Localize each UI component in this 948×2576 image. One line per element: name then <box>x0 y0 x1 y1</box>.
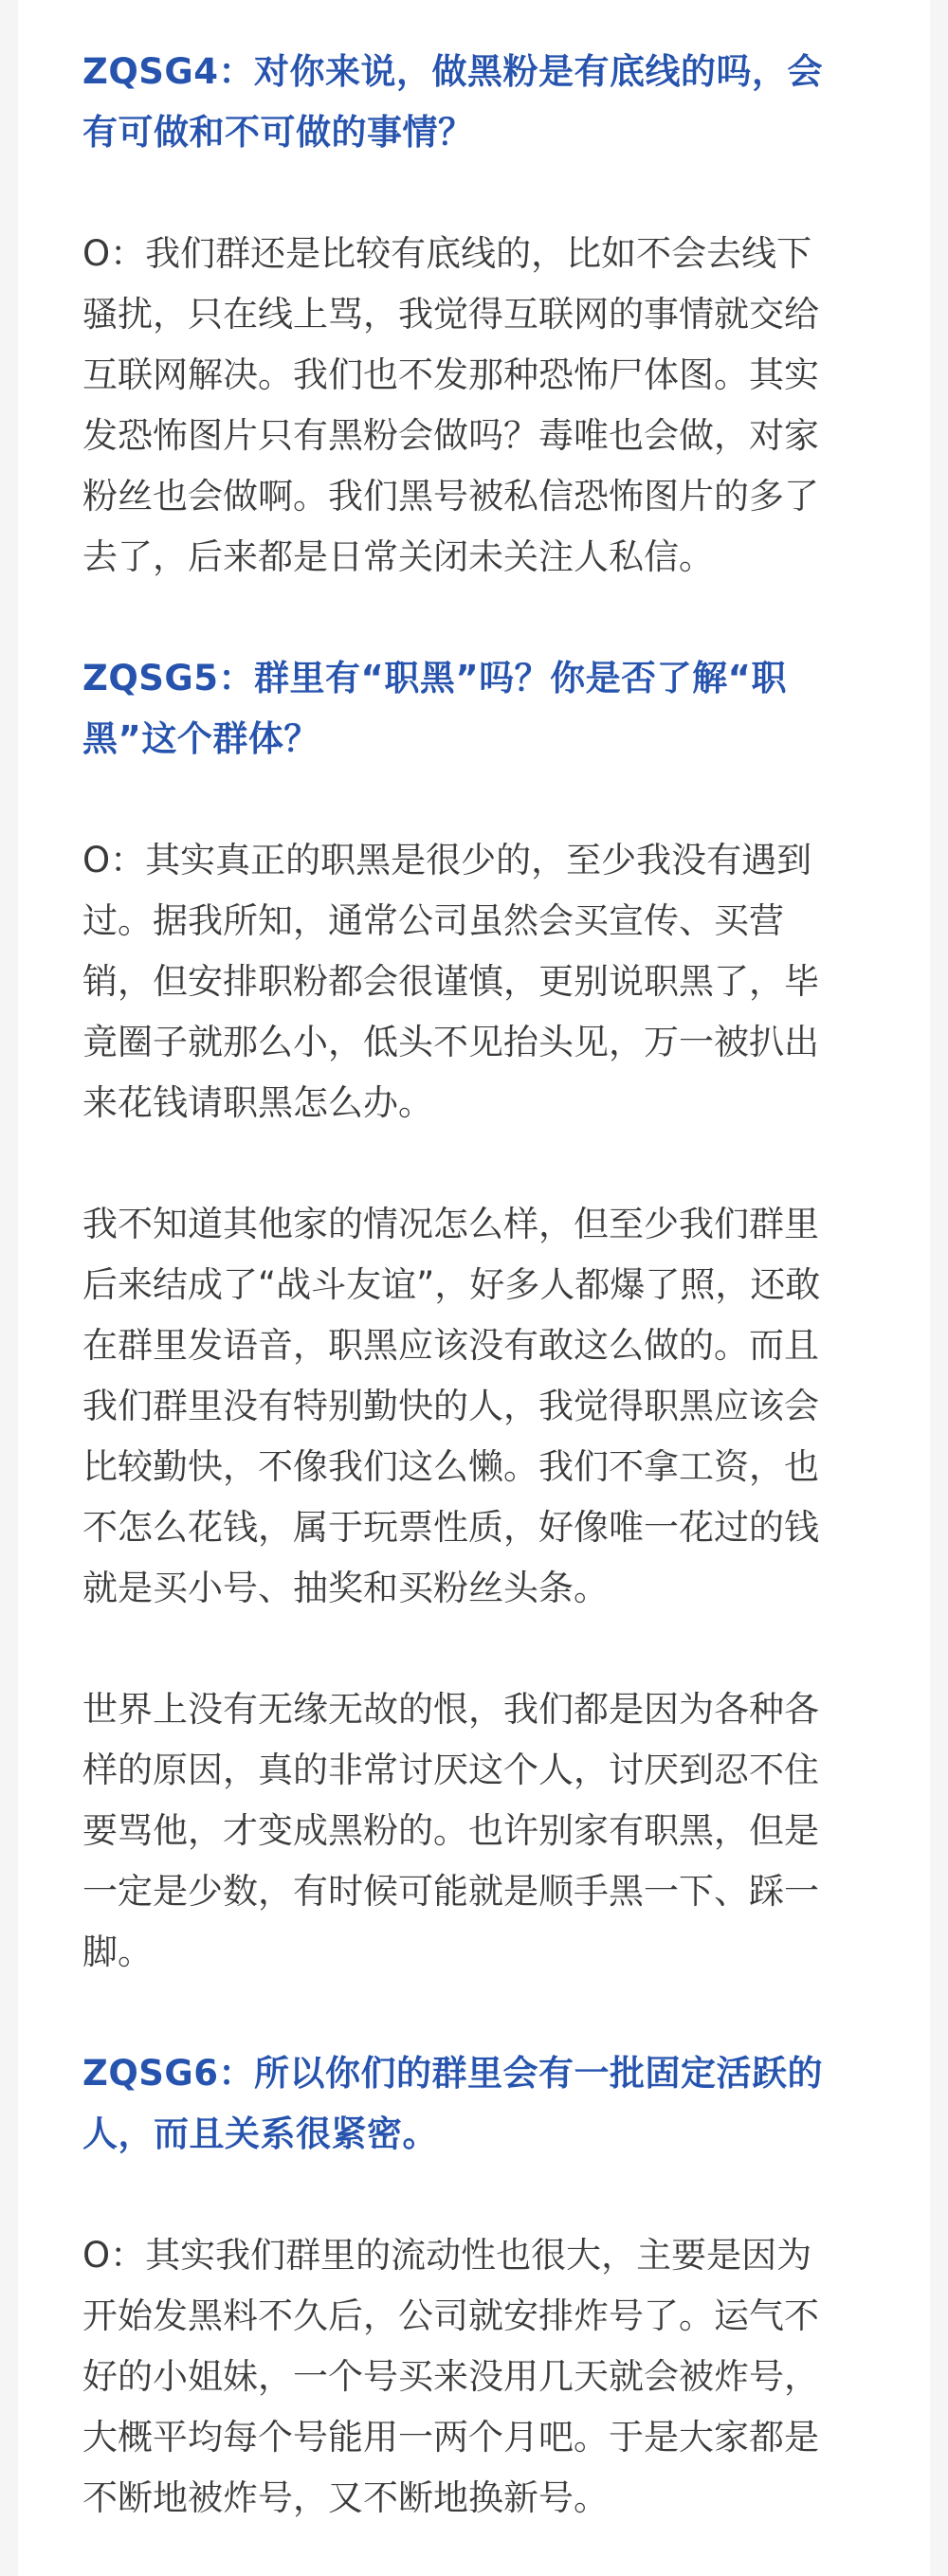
question-zqsg6 <box>82 2043 888 2165</box>
answer-line: O：其实真正的职黑是很少的，至少我没有遇到 <box>82 840 812 880</box>
question-line: ZQSG6：所以你们的群里会有一批固定活跃的 <box>82 2053 824 2094</box>
question-line: ZQSG4：对你来说，做黑粉是有底线的吗，会 <box>82 51 824 92</box>
answer-line: 互联网解决。我们也不发那种恐怖尸体图。其实 <box>82 354 819 395</box>
answer-line: 开始发黑料不久后，公司就安排炸号了。运气不 <box>82 2295 819 2336</box>
question-line: 有可做和不可做的事情？ <box>82 112 474 153</box>
answer-line: 销，但安排职粉都会很谨慎，更别说职黑了，毕 <box>82 961 819 1002</box>
answer-line: 我们群里没有特别勤快的人，我觉得职黑应该会 <box>82 1386 819 1426</box>
answer-line: O：我们群还是比较有底线的，比如不会去线下 <box>82 233 812 274</box>
question-line: ZQSG5：群里有“职黑”吗？你是否了解“职 <box>82 658 787 698</box>
answer-line: 比较勤快，不像我们这么懒。我们不拿工资，也 <box>82 1446 819 1487</box>
answer-line: 过。据我所知，通常公司虽然会买宣传、买营 <box>82 900 784 941</box>
article-page <box>18 0 930 2576</box>
answer-line: 就是买小号、抽奖和买粉丝头条。 <box>82 1568 609 1608</box>
answer-paragraph <box>82 1194 888 1619</box>
answer-paragraph <box>82 1679 888 1983</box>
question-zqsg4 <box>82 42 888 163</box>
answer-paragraph <box>82 224 888 588</box>
answer-line: 在群里发语音，职黑应该没有敢这么做的。而且 <box>82 1325 819 1366</box>
answer-line: 我不知道其他家的情况怎么样，但至少我们群里 <box>82 1204 819 1244</box>
answer-line: 一定是少数，有时候可能就是顺手黑一下、踩一 <box>82 1871 819 1912</box>
answer-line: 去了，后来都是日常关闭未关注人私信。 <box>82 536 714 577</box>
answer-paragraph <box>82 2225 888 2529</box>
question-line: 黑”这个群体？ <box>82 718 319 759</box>
question-line: 人，而且关系很紧密。 <box>82 2113 438 2154</box>
article-content <box>82 42 888 2529</box>
answer-line: 样的原因，真的非常讨厌这个人，讨厌到忍不住 <box>82 1750 819 1790</box>
answer-line: 粉丝也会做啊。我们黑号被私信恐怖图片的多了 <box>82 476 819 517</box>
answer-line: 要骂他，才变成黑粉的。也许别家有职黑，但是 <box>82 1810 819 1851</box>
answer-line: 后来结成了“战斗友谊”，好多人都爆了照，还敢 <box>82 1264 821 1305</box>
answer-line: 世界上没有无缘无故的恨，我们都是因为各种各 <box>82 1689 819 1730</box>
answer-line: 发恐怖图片只有黑粉会做吗？毒唯也会做，对家 <box>82 415 819 456</box>
answer-line: 不怎么花钱，属于玩票性质，好像唯一花过的钱 <box>82 1507 819 1548</box>
answer-line: 脚。 <box>82 1932 153 1972</box>
answer-paragraph <box>82 830 888 1134</box>
question-zqsg5 <box>82 648 888 770</box>
answer-line: 大概平均每个号能用一两个月吧。于是大家都是 <box>82 2417 819 2458</box>
answer-line: 来花钱请职黑怎么办。 <box>82 1082 433 1123</box>
answer-line: 骚扰，只在线上骂，我觉得互联网的事情就交给 <box>82 294 819 335</box>
answer-line: 好的小姐妹，一个号买来没用几天就会被炸号， <box>82 2356 819 2397</box>
answer-line: O：其实我们群里的流动性也很大，主要是因为 <box>82 2235 812 2276</box>
answer-line: 竟圈子就那么小，低头不见抬头见，万一被扒出 <box>82 1022 819 1062</box>
answer-line: 不断地被炸号，又不断地换新号。 <box>82 2477 609 2518</box>
